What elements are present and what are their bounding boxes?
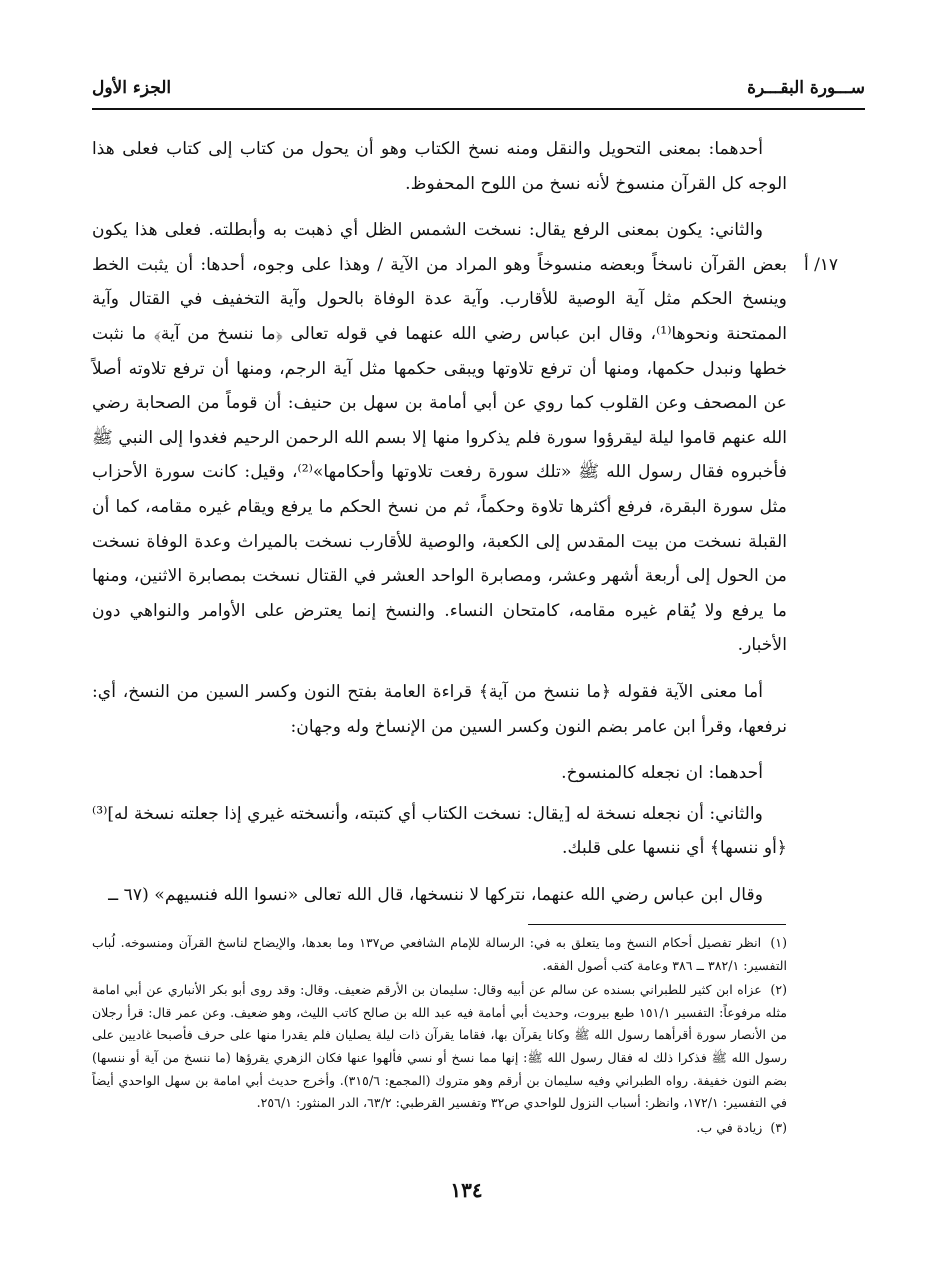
paragraph-first-aspect: أحدهما: ان نجعله كالمنسوخ. (561, 763, 763, 784)
surah-title: ســـورة البقـــرة (747, 78, 865, 98)
volume-label: الجزء الأول (92, 78, 172, 98)
page-number: ١٣٤ (450, 1178, 483, 1202)
paragraph-verse-meaning: أما معنى الآية فقوله ﴿ما ننسخ من آية﴾ قراءة العامة بفتح النون وكسر السين من النسخ، أي: نرفعها، وقرأ ابن عامر بضم النون وكسر السين من الإنساخ وله وجهان: (92, 681, 787, 737)
footnote (92, 979, 787, 1115)
paragraph-first-meaning: أحدهما: بمعنى التحويل والنقل ومنه نسخ الكتاب وهو أن يحول من كتاب إلى كتاب فعلى هذا الوجه كل القرآن منسوخ لأنه نسخ من اللوح المحفوظ. (92, 139, 787, 194)
running-head (92, 70, 865, 110)
footnote-text: عزاه ابن كثير للطبراني بسنده عن سالم عن أبيه وقال: سليمان بن الأرقم ضعيف. وقال: وقد روى أبو بكر الأنباري عن أبي امامة مثله مرفوعاً: التفسير ١٥١/١ طبع بيروت، وحديث أبي أمامة فيه عبد الله بن صالح كاتب الليث، وهو ضعيف. وعن عمر قال: قرأ رجلان من الأنصار سورة أقرأهما رسول الله ﷺ وكانا يقرآن بها، فقاما يقرآن ذات ليلة يصليان فلم يقدرا منها على حرف فأصبحا غاديين على رسول الله ﷺ فذكرا ذلك له فقال رسول الله ﷺ: إنها مما نسخ أو نسي فألهوا عنها فكان الزهري يقرؤها (ما ننسخ من آية أو ننسها) بضم النون خفيفة. رواه الطبراني وفيه سليمان بن أرقم وهو متروك (المجمع: ٣١٥/٦). وأخرج حديث أبي امامة بن سهل الواحدي أيضاً في التفسير: ١٧٢/١، وانظر: أسباب النزول للواحدي ص٣٢ وتفسير القرطبي: ٦٣/٢، الدر المنثور: ٢٥٦/١. (92, 982, 788, 1111)
main-text (92, 132, 787, 924)
footnote (92, 932, 787, 977)
manuscript-folio-marker: ١٧/ أ (803, 255, 839, 275)
footnote (92, 1117, 787, 1140)
footnote-separator (528, 924, 786, 925)
footnote-number: (١) (770, 935, 787, 950)
footnote-text: انظر تفصيل أحكام النسخ وما يتعلق به في: الرسالة للإمام الشافعي ص١٣٧ وما بعدها، والإيضاح لناسخ القرآن ومنسوخه. لُباب التفسير: ٣٨٢/١ ــ ٣٨٦ وعامة كتب أصول الفقه. (92, 935, 787, 973)
paragraph-second-meaning: والثاني: يكون بمعنى الرفع يقال: نسخت الشمس الظل أي ذهبت به وأبطلته. فعلى هذا يكون بعض القرآن ناسخاً وبعضه منسوخاً وهو المراد من الآية / وهذا على وجوه، أحدها: أن يثبت الخط وينسخ الحكم مثل آية الوصية للأقارب. وآية عدة الوفاة بالحول وآية التخفيف في القتال وآية الممتحنة ونحوها⁽¹⁾، وقال ابن عباس رضي الله عنهما في قوله تعالى ﴿ما ننسخ من آية﴾ ما نثبت خطها ونبدل حكمها، ومنها أن ترفع تلاوتها ويبقى حكمها مثل آية الرجم، ومنها أن ترفع تلاوته أصلاً عن المصحف وعن القلوب كما روي عن أبي أمامة بن سهل بن حنيف: أن قوماً من الصحابة رضي الله عنهم قاموا ليلة ليقرؤوا سورة فلم يذكروا منها إلا بسم الله الرحمن الرحيم فغدوا إلى النبي ﷺ فأخبروه فقال رسول الله ﷺ «تلك سورة رفعت تلاوتها وأحكامها»⁽²⁾، وقيل: كانت سورة الأحزاب مثل سورة البقرة، فرفع أكثرها تلاوة وحكماً، ثم من نسخ الحكم ما يرفع ويقام غيره مقامه، كما أن القبلة نسخت من بيت المقدس إلى الكعبة، والوصية للأقارب نسخت بالميراث وعدة الوفاة نسخت من الحول إلى أربعة أشهر وعشر، ومصابرة الواحد العشر في القتال نسخت بمصابرة الاثنين، ومنها ما يرفع ولا يُقام غيره مقامه، كامتحان النساء. والنسخ إنما يعترض على الأوامر والنواهي دون الأخبار. (92, 220, 787, 656)
paragraph-ibn-abbas: وقال ابن عباس رضي الله عنهما، نتركها لا ننسخها، قال الله تعالى «نسوا الله فنسيهم» (٦٧ ــ (108, 884, 763, 905)
footnotes (92, 932, 787, 1141)
footnote-text: زيادة في ب. (696, 1119, 763, 1135)
paragraph-second-aspect: والثاني: أن نجعله نسخة له [يقال: نسخت الكتاب أي كتبته، وأنسخته غيري إذا جعلته نسخة له]⁽³⁾ ﴿أو ننسها﴾ أي ننسها على قلبك. (92, 803, 787, 859)
footnote-number: (٢) (770, 982, 788, 998)
footnote-number: (٣) (770, 1119, 787, 1135)
